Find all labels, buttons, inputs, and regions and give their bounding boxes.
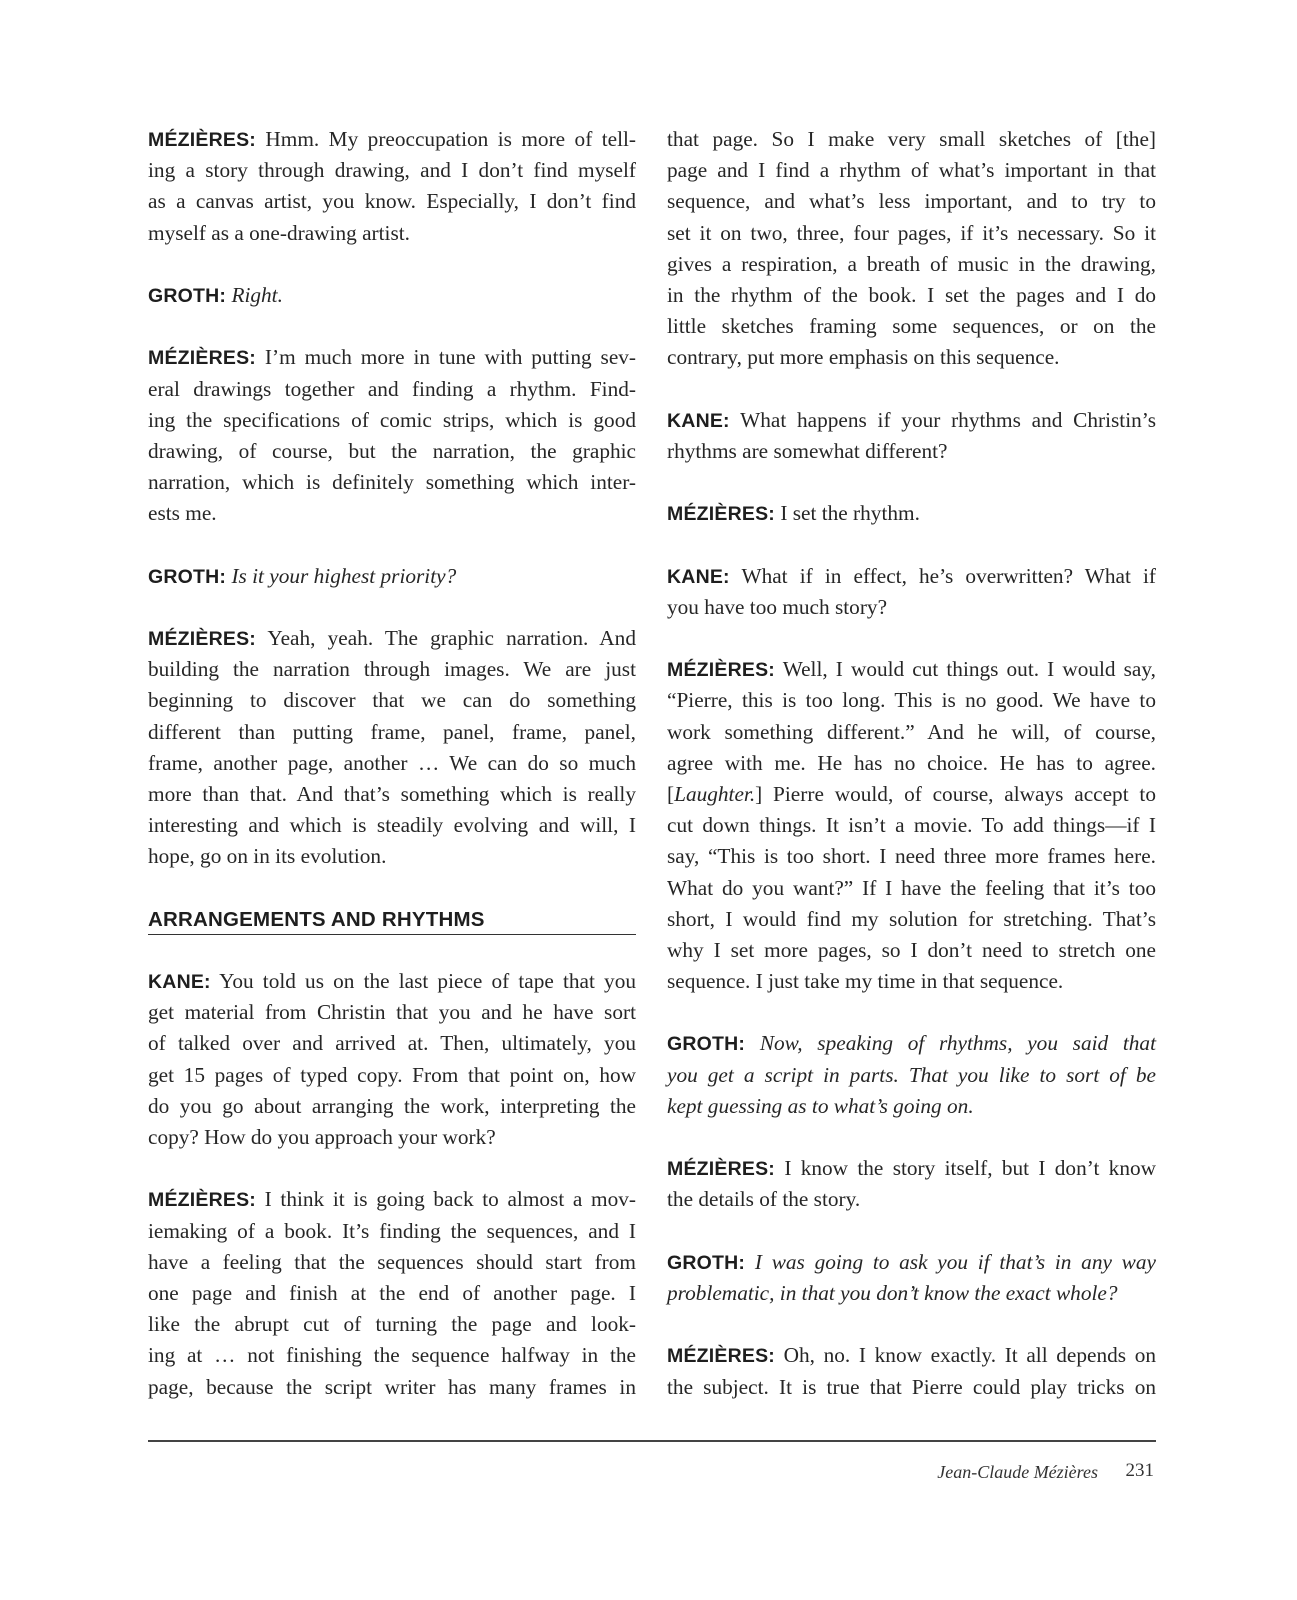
line-text: the subject. It is true that Pierre could play tricks on xyxy=(667,1374,1156,1399)
line-text: in the rhythm of the book. I set the pages and I do xyxy=(667,282,1156,307)
text-line xyxy=(148,1309,636,1340)
line-text: gives a respiration, a breath of music in the drawing, xyxy=(667,251,1156,276)
line-text: Is it your highest priority? xyxy=(231,563,457,588)
speaker-label: MÉZIÈRES: xyxy=(667,659,775,682)
line-text: little sketches framing some sequences, or on the xyxy=(667,314,1156,339)
line-text: problematic, in that you don’t know the exact whole? xyxy=(667,1280,1118,1305)
line-text: rhythms are somewhat different? xyxy=(667,438,948,463)
line-text: hope, go on in its evolution. xyxy=(148,844,387,869)
line-text: as a canvas artist, you know. Especially, I don’t find xyxy=(148,189,636,214)
interview-paragraph xyxy=(148,623,636,873)
interview-paragraph xyxy=(667,1153,1156,1215)
line-text: interesting and which is steadily evolving and will, I xyxy=(148,813,636,838)
line-text: like the abrupt cut of turning the page and look- xyxy=(148,1312,636,1337)
text-line xyxy=(667,124,1156,155)
text-line xyxy=(667,685,1156,716)
text-line xyxy=(667,873,1156,904)
text-line xyxy=(667,561,1156,592)
speaker-label: MÉZIÈRES: xyxy=(148,1189,256,1212)
line-text: eral drawings together and finding a rhythm. Find- xyxy=(148,376,636,401)
speaker-label: MÉZIÈRES: xyxy=(667,503,775,526)
line-text: iemaking of a book. It’s finding the sequences, and I xyxy=(148,1218,636,1243)
line-text: cut down things. It isn’t a movie. To add things—if I xyxy=(667,813,1156,838)
speaker-label: GROTH: xyxy=(148,565,227,588)
section-heading: ARRANGEMENTS AND RHYTHMS xyxy=(148,904,636,935)
line-text: of talked over and arrived at. Then, ultimately, you xyxy=(148,1031,636,1056)
speaker-label: MÉZIÈRES: xyxy=(148,347,256,370)
text-line xyxy=(667,436,1156,467)
line-text: beginning to discover that we can do something xyxy=(148,688,636,713)
line-text: why I set more pages, so I don’t need to stretch one xyxy=(667,937,1156,962)
text-line xyxy=(667,1278,1156,1309)
text-line xyxy=(667,249,1156,280)
speaker-label: MÉZIÈRES: xyxy=(667,1158,775,1181)
line-text: myself as a one-drawing artist. xyxy=(148,220,410,245)
line-text: sequence, and what’s less important, and to try to xyxy=(667,189,1156,214)
speaker-label: MÉZIÈRES: xyxy=(667,1345,775,1368)
text-line xyxy=(667,1028,1156,1059)
text-line xyxy=(148,498,636,529)
line-text: that page. So I make very small sketches of [the] xyxy=(667,127,1156,151)
line-text: short, I would find my solution for stretching. That’s xyxy=(667,906,1156,931)
text-line xyxy=(667,1372,1156,1403)
text-line xyxy=(148,561,636,592)
line-text: page, because the script writer has many frames in xyxy=(148,1374,636,1399)
interview-paragraph xyxy=(148,561,636,592)
text-line xyxy=(148,810,636,841)
text-line xyxy=(148,654,636,685)
text-line xyxy=(148,467,636,498)
text-line xyxy=(667,280,1156,311)
text-line xyxy=(148,155,636,186)
line-text: I was going to ask you if that’s in any way xyxy=(754,1249,1156,1274)
interview-paragraph xyxy=(667,498,1156,529)
text-line xyxy=(667,311,1156,342)
text-line xyxy=(148,374,636,405)
interview-paragraph xyxy=(148,966,636,1153)
interview-paragraph xyxy=(148,342,636,529)
text-line xyxy=(667,405,1156,436)
line-text: [ xyxy=(667,781,675,806)
line-text: one page and finish at the end of another page. I xyxy=(148,1280,636,1305)
text-line xyxy=(667,342,1156,373)
text-line xyxy=(148,280,636,311)
speaker-label: GROTH: xyxy=(667,1251,746,1274)
line-text: What do you want?” If I have the feeling that it’s too xyxy=(667,875,1156,900)
line-text: work something different.” And he will, of course, xyxy=(667,719,1156,744)
text-line xyxy=(667,717,1156,748)
interview-paragraph xyxy=(148,1184,636,1402)
text-line xyxy=(148,997,636,1028)
text-line xyxy=(667,841,1156,872)
text-line xyxy=(667,748,1156,779)
text-line xyxy=(667,966,1156,997)
line-text: more than that. And that’s something which is really xyxy=(148,781,636,806)
text-line xyxy=(148,405,636,436)
line-text: kept guessing as to what’s going on. xyxy=(667,1093,974,1118)
line-text: drawing, of course, but the narration, the graphic xyxy=(148,438,636,463)
interview-paragraph xyxy=(667,1247,1156,1309)
text-line xyxy=(148,748,636,779)
text-line xyxy=(148,1091,636,1122)
line-text: What if in effect, he’s overwritten? What if xyxy=(741,563,1156,588)
text-line xyxy=(667,1247,1156,1278)
text-line xyxy=(148,1122,636,1153)
line-text: do you go about arranging the work, interpreting the xyxy=(148,1093,636,1118)
line-text: I know the story itself, but I don’t know xyxy=(784,1156,1157,1181)
line-text: ing at … not finishing the sequence halfway in the xyxy=(148,1343,636,1368)
text-line xyxy=(148,124,636,155)
line-text: I think it is going back to almost a mov- xyxy=(264,1187,636,1212)
text-line xyxy=(667,1340,1156,1371)
line-text: sequence. I just take my time in that sequence. xyxy=(667,969,1064,994)
text-line xyxy=(667,1060,1156,1091)
line-text: I set the rhythm. xyxy=(780,501,920,526)
text-line xyxy=(667,1091,1156,1122)
line-text: page and I find a rhythm of what’s important in that xyxy=(667,158,1156,183)
line-text: ests me. xyxy=(148,501,217,526)
speaker-label: KANE: xyxy=(148,971,211,994)
line-text: contrary, put more emphasis on this sequence. xyxy=(667,345,1060,370)
text-line xyxy=(148,841,636,872)
speaker-label: KANE: xyxy=(667,409,730,432)
line-text: building the narration through images. We are just xyxy=(148,657,636,682)
speaker-label: GROTH: xyxy=(148,284,227,307)
interview-paragraph xyxy=(667,561,1156,623)
text-line xyxy=(148,1216,636,1247)
interview-paragraph xyxy=(667,1340,1156,1402)
running-title: Jean-Claude Mézières xyxy=(937,1462,1098,1482)
text-line xyxy=(667,935,1156,966)
text-line xyxy=(148,1028,636,1059)
line-text: set it on two, three, four pages, if it’s necessary. So it xyxy=(667,220,1156,245)
interview-paragraph xyxy=(667,405,1156,467)
line-text: I’m much more in tune with putting sev- xyxy=(264,345,637,370)
text-line xyxy=(148,342,636,373)
text-line xyxy=(667,592,1156,623)
text-line xyxy=(148,1184,636,1215)
text-line xyxy=(148,1060,636,1091)
speaker-label: KANE: xyxy=(667,565,730,588)
line-text: get material from Christin that you and he have sort xyxy=(148,1000,636,1025)
text-line xyxy=(148,966,636,997)
text-line xyxy=(148,1372,636,1403)
line-text: Now, speaking of rhythms, you said that xyxy=(759,1031,1156,1056)
line-text: ] Pierre would, of course, always accept to xyxy=(755,781,1156,806)
text-line xyxy=(667,779,1156,810)
text-line xyxy=(148,186,636,217)
line-text: ing a story through drawing, and I don’t find myself xyxy=(148,158,636,183)
line-text: you get a script in parts. That you like to sort of be xyxy=(667,1062,1156,1087)
interview-paragraph xyxy=(667,654,1156,997)
text-line xyxy=(667,186,1156,217)
line-text: Yeah, yeah. The graphic narration. And xyxy=(267,626,636,650)
line-text: What happens if your rhythms and Christin’s xyxy=(740,407,1156,432)
interview-paragraph xyxy=(148,124,636,249)
line-text: You told us on the last piece of tape that you xyxy=(219,969,636,994)
text-line xyxy=(667,904,1156,935)
italic-text: Laughter. xyxy=(674,781,756,806)
interview-paragraph xyxy=(148,280,636,311)
line-text: get 15 pages of typed copy. From that point on, how xyxy=(148,1062,636,1087)
line-text: ing the specifications of comic strips, which is good xyxy=(148,407,636,432)
footer-rule xyxy=(148,1440,1156,1442)
line-text: copy? How do you approach your work? xyxy=(148,1125,496,1149)
page-number: 231 xyxy=(1125,1460,1154,1481)
text-line xyxy=(667,1184,1156,1215)
text-line xyxy=(148,436,636,467)
line-text: Right. xyxy=(231,282,283,307)
interview-paragraph xyxy=(667,1028,1156,1122)
text-line xyxy=(667,155,1156,186)
line-text: the details of the story. xyxy=(667,1187,861,1212)
speaker-label: MÉZIÈRES: xyxy=(148,628,256,650)
line-text: have a feeling that the sequences should start from xyxy=(148,1249,636,1274)
text-line xyxy=(148,623,636,654)
text-line xyxy=(148,1247,636,1278)
line-text: Well, I would cut things out. I would say, xyxy=(782,657,1156,682)
line-text: frame, another page, another … We can do so much xyxy=(148,750,636,775)
left-column xyxy=(148,124,636,1434)
text-line xyxy=(667,218,1156,249)
text-line xyxy=(667,1153,1156,1184)
line-text: you have too much story? xyxy=(667,594,888,619)
right-column xyxy=(667,124,1156,1434)
line-text: Hmm. My preoccupation is more of tell- xyxy=(265,127,637,151)
text-line xyxy=(667,654,1156,685)
line-text: say, “This is too short. I need three more frames here. xyxy=(667,844,1156,869)
text-line xyxy=(148,1340,636,1371)
line-text: agree with me. He has no choice. He has to agree. xyxy=(667,750,1156,775)
text-line xyxy=(148,779,636,810)
text-line xyxy=(148,717,636,748)
interview-paragraph xyxy=(667,124,1156,374)
text-line xyxy=(148,685,636,716)
text-line xyxy=(148,218,636,249)
text-line xyxy=(667,498,1156,529)
text-line xyxy=(148,1278,636,1309)
speaker-label: GROTH: xyxy=(667,1033,746,1056)
speaker-label: MÉZIÈRES: xyxy=(148,129,256,151)
line-text: Oh, no. I know exactly. It all depends on xyxy=(783,1343,1157,1368)
line-text: different than putting frame, panel, frame, panel, xyxy=(148,719,636,744)
line-text: “Pierre, this is too long. This is no good. We have to xyxy=(667,688,1156,713)
text-line xyxy=(667,810,1156,841)
line-text: narration, which is definitely something which inter- xyxy=(148,470,636,495)
